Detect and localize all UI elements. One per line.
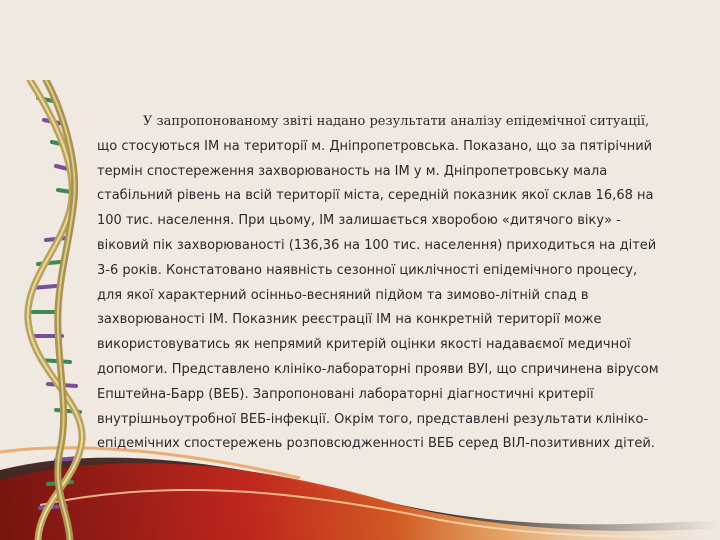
body-paragraph: У запропонованому звіті надано результати аналізу епідемічної ситуації, що стосуються ІМ на території м. Дніпропетровська. Показано, що за пятірічний термін спостереження захворюваность на ІМ у м. Дніпропетровську мала стабільний рівень на всій території міста, середній показник якої склав 16,68 на 100 тис. населення. При цьому, ІМ залишається хворобою «дитячого віку» - віковий пік захворюваності (136,36 на 100 тис. населення) приходиться на дітей 3-6 років. Констатовано наявність сезонної циклічності епідемічного процесу, для якої характерний осінньо-весняний підйом та зимово-літній спад в захворюваності ІМ. Показник реєстрації ІМ на конкретній території може використовуватись як непрямий критерій оцінки якості надаваємої медичної допомоги. Представлено клініко-лабораторні прояви ВУІ, що спричинена вірусом Епштейна-Барр (ВЕБ). Запропоновані лабораторні діагностичні критерії внутрішньоутробної ВЕБ-інфекції. Окрім того, представлені результати клініко-епідемічних спостережень розповсюдженності ВЕБ серед ВІЛ-позитивних дітей. bbox=[97, 114, 659, 452]
dna-helix-icon bbox=[0, 80, 110, 540]
body-text-block bbox=[97, 110, 665, 457]
